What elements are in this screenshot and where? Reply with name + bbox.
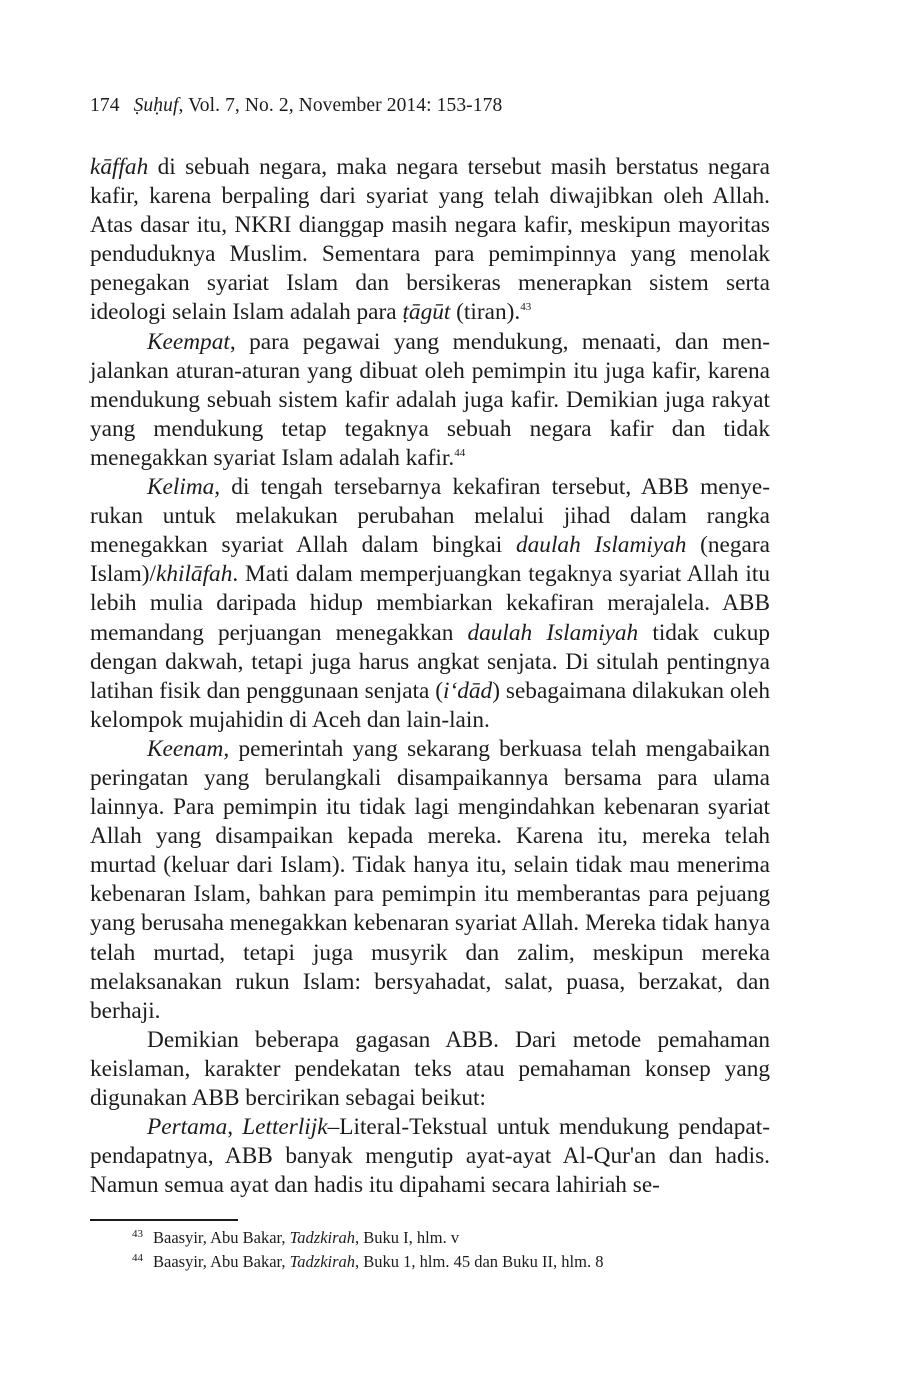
text-run: (negara Islam)/ [90,532,770,588]
text-run: , [227,1114,243,1141]
text-run: (tiran). [450,299,521,326]
italic-term: Keempat [147,328,230,355]
italic-term: i‘dād [443,677,493,704]
italic-term: kāffah [90,154,149,180]
page-number: 174 [90,95,120,116]
issue-info: , Vol. 7, No. 2, November 2014: 153-178 [178,95,503,116]
footnote-detail: , Buku 1, hlm. 45 dan Buku II, hlm. 8 [355,1252,604,1271]
running-header [90,95,502,117]
footnote-author: Baasyir, Abu Bakar, [153,1252,290,1271]
footnote [132,1250,603,1274]
paragraph [90,1113,770,1200]
footnote-ref: 44 [454,447,466,460]
footnote-author: Baasyir, Abu Bakar, [153,1228,290,1247]
italic-term: daulah Islamiyah [516,532,687,559]
italic-term: daulah Islamiyah [467,619,639,646]
footnote-number: 44 [132,1251,143,1264]
italic-term: Letterlijk [242,1114,328,1141]
italic-term: khilāfah [156,561,233,588]
footnote-number: 43 [132,1227,143,1240]
footnote-rule [90,1219,238,1221]
text-run: –Literal-Tekstual untuk mendukung pendapat-pendapatnya, ABB banyak mengutip ayat-ayat Al-Qur'an dan hadis. Namun semua ayat dan hadis itu dipahami secara lahiriah se- [90,1114,770,1199]
italic-term: Keenam, [147,735,230,762]
text-run: di tengah tersebarnya kekafiran tersebut, ABB menyerukan untuk melakukan perubahan melalui jihad dalam rangka menegakkan syariat Allah dalam bingkai [90,474,770,559]
body-text [90,153,770,1200]
italic-term: Pertama [147,1114,228,1141]
paragraph [90,473,770,735]
text-run: di sebuah negara, maka negara tersebut masih berstatus negara kafir, karena berpaling dari syariat yang telah diwajibkan oleh Allah. Atas dasar itu, NKRI dianggap masih negara kafir, meskipun mayoritas penduduknya Muslim. Sementara para pemimpinnya yang menolak penegakan syariat Islam dan bersikeras menerapkan sistem serta ideologi selain Islam adalah para [90,154,770,326]
footnote-title: Tadzkirah [289,1252,356,1271]
paragraph [90,328,770,473]
text-run: ) sebagaimana dilakukan oleh kelompok mujahidin di Aceh dan lain-lain. [90,677,771,733]
text-run: Demikian beberapa gagasan ABB. Dari metode pemahaman keislaman, karakter pendekatan teks atau pemahaman konsep yang digunakan ABB bercirikan sebagai beikut: [90,1026,770,1111]
text-run: , para pegawai yang mendukung, menaati, dan menjalankan aturan-aturan yang dibuat oleh pemimpin itu juga kafir, karena mendukung sebuah sistem kafir adalah juga kafir. Demikian juga rakyat yang mendukung tetap tegaknya sebuah negara kafir dan tidak menegakkan syariat Islam adalah kafir. [90,328,770,471]
footnotes [132,1226,603,1274]
footnote-ref: 43 [520,301,532,314]
text-run: pemerintah yang sekarang berkuasa telah mengabaikan peringatan yang berulangkali disampaikannya bersama para ulama lainnya. Para pemimpin itu tidak lagi mengindahkan kebenaran syariat Allah yang disampaikan kepada mereka. Karena itu, mereka telah murtad (keluar dari Islam). Tidak hanya itu, selain tidak mau menerima kebenaran Islam, bahkan para pemimpin itu memberantas para pejuang yang berusaha menegakkan kebenaran syariat Allah. Mereka tidak hanya telah murtad, tetapi juga musyrik dan zalim, meskipun mereka melaksanakan rukun Islam: bersyahadat, salat, puasa, berzakat, dan berhaji. [90,735,770,1024]
italic-term: ṭāgūt [402,299,451,326]
paragraph [90,153,770,328]
journal-name: Ṣuḥuf [133,95,179,116]
footnote [132,1226,603,1250]
text-run: tidak cukup dengan dakwah, tetapi juga harus angkat senjata. Di situlah pentingnya latihan fisik dan penggunaan senjata ( [90,619,770,704]
text-run: . Mati dalam memperjuangkan tegaknya syariat Allah itu lebih mulia daripada hidup membiarkan kekafiran merajalela. ABB memandang perjuangan menegakkan [90,561,770,646]
paragraph [90,1026,770,1113]
italic-term: Kelima, [147,474,221,501]
footnote-title: Tadzkirah [289,1228,356,1247]
footnote-detail: , Buku I, hlm. v [355,1228,460,1247]
paragraph [90,735,770,1026]
